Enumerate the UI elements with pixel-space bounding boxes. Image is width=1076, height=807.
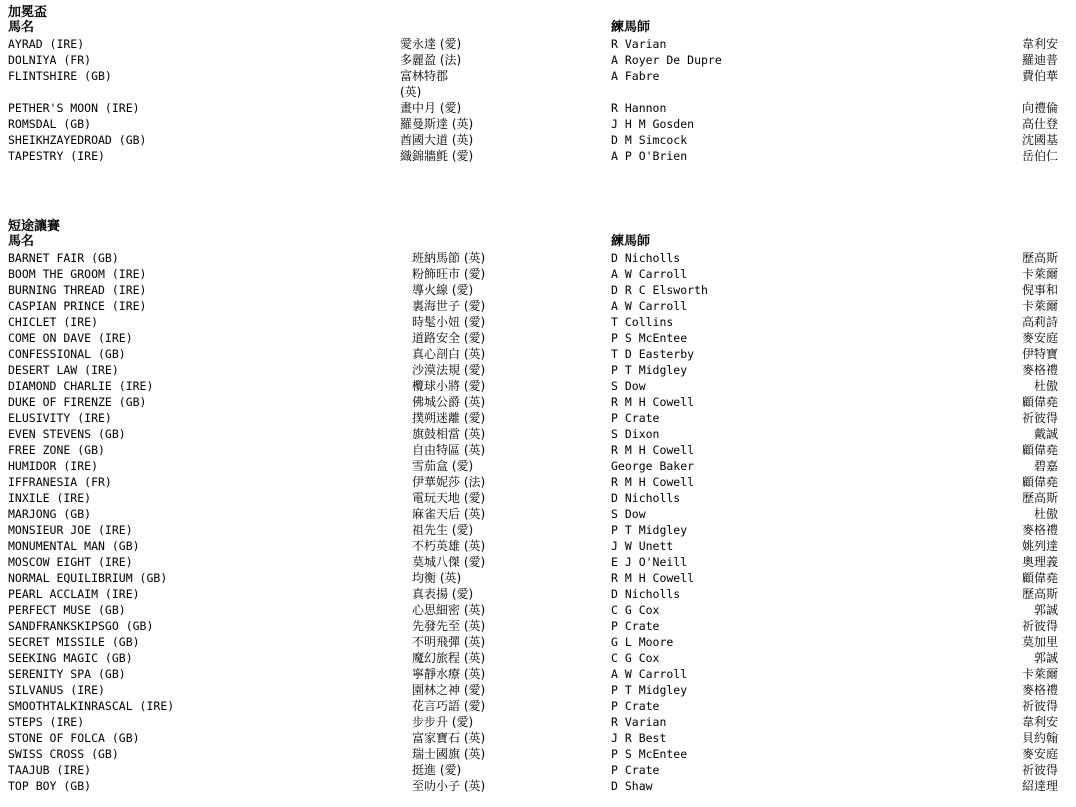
horse-name: ROMSDAL (GB)	[8, 117, 92, 131]
horse-name: SWISS CROSS (GB)	[8, 747, 119, 761]
horse-chinese-name-text: 不明飛彈 (英)	[412, 635, 486, 649]
section-sprint-handicap	[8, 220, 1068, 794]
horse-chinese-name-text: 佛城公爵 (英)	[412, 395, 486, 409]
horse-chinese-name	[400, 132, 473, 148]
horse-chinese-name-text: 班納馬節 (英)	[412, 251, 486, 265]
horse-chinese-name-text: 旗鼓相當 (英)	[412, 427, 486, 441]
horse-name: TAPESTRY (IRE)	[8, 149, 105, 163]
horse-chinese-name	[412, 570, 461, 586]
horse-name: SEEKING MAGIC (GB)	[8, 651, 133, 665]
horse-name: MARJONG (GB)	[8, 507, 92, 521]
horse-name: INXILE (IRE)	[8, 491, 92, 505]
horse-name: DESERT LAW (IRE)	[8, 363, 119, 377]
horse-chinese-name	[412, 778, 485, 794]
entry-row	[8, 68, 1068, 100]
horse-chinese-name-text: 挺進 (愛)	[412, 763, 462, 777]
trainer-name: R M H Cowell	[611, 443, 695, 457]
horse-chinese-name-text: 導火線 (愛)	[412, 283, 474, 297]
horse-chinese-name-text: 自由特區 (英)	[412, 443, 486, 457]
horse-chinese-name-text: 富林特郡	[400, 69, 449, 83]
horse-name: HUMIDOR (IRE)	[8, 459, 99, 473]
entry-row	[8, 506, 1068, 522]
trainer-name: D R C Elsworth	[611, 283, 708, 297]
entry-row	[8, 426, 1068, 442]
horse-name: ELUSIVITY (IRE)	[8, 411, 112, 425]
column-headers	[8, 234, 1068, 250]
trainer-chinese-name: 奧理義	[1021, 555, 1058, 569]
horse-name: COME ON DAVE (IRE)	[8, 331, 133, 345]
horse-chinese-name	[412, 618, 485, 634]
trainer-name: P T Midgley	[611, 523, 688, 537]
horse-name: CHICLET (IRE)	[8, 315, 99, 329]
entry-row	[8, 682, 1068, 698]
horse-chinese-name-text: 不朽英雄 (英)	[412, 539, 486, 553]
horse-chinese-name	[412, 586, 473, 602]
horse-chinese-name-text: 道路安全 (愛)	[412, 331, 486, 345]
entry-row	[8, 282, 1068, 298]
trainer-chinese-name: 祈彼得	[1021, 619, 1058, 633]
horse-chinese-name	[412, 682, 485, 698]
horse-chinese-name	[412, 650, 485, 666]
entry-row	[8, 378, 1068, 394]
horse-name: TAAJUB (IRE)	[8, 763, 92, 777]
trainer-name: P S McEntee	[611, 747, 688, 761]
horse-chinese-name	[412, 714, 473, 730]
trainer-chinese-name: 紹達理	[1021, 779, 1058, 793]
trainer-chinese-name: 顧偉堯	[1021, 475, 1058, 489]
entry-row	[8, 602, 1068, 618]
trainer-chinese-name: 羅迪普	[1021, 53, 1058, 67]
horse-name: AYRAD (IRE)	[8, 37, 85, 51]
horse-name: STEPS (IRE)	[8, 715, 85, 729]
horse-chinese-name-text: 先發先至 (英)	[412, 619, 486, 633]
horse-name: FREE ZONE (GB)	[8, 443, 105, 457]
horse-chinese-name	[412, 458, 473, 474]
trainer-name: D Nicholls	[611, 491, 681, 505]
trainer-chinese-name: 貝約翰	[1021, 731, 1058, 745]
entry-row	[8, 474, 1068, 490]
trainer-name: D Nicholls	[611, 251, 681, 265]
column-headers	[8, 20, 1068, 36]
horse-name: EVEN STEVENS (GB)	[8, 427, 126, 441]
horse-chinese-name	[412, 602, 485, 618]
trainer-name: J W Unett	[611, 539, 674, 553]
horse-chinese-name	[412, 362, 485, 378]
entries-list	[8, 36, 1068, 164]
trainer-chinese-name: 祈彼得	[1021, 763, 1058, 777]
entries-list	[8, 250, 1068, 794]
horse-chinese-name-text: 羅曼斯達 (英)	[400, 117, 474, 131]
entry-row	[8, 634, 1068, 650]
horse-name: DIAMOND CHARLIE (IRE)	[8, 379, 154, 393]
horse-chinese-name	[412, 522, 473, 538]
trainer-chinese-name: 莫加里	[1021, 635, 1058, 649]
horse-chinese-name	[412, 410, 485, 426]
horse-name: BARNET FAIR (GB)	[8, 251, 119, 265]
trainer-chinese-name: 韋利安	[1021, 715, 1058, 729]
horse-chinese-name-text: 時髦小妞 (愛)	[412, 315, 486, 329]
horse-chinese-name-text: 織錦牆氈 (愛)	[400, 149, 474, 163]
horse-chinese-name-text: 酋國大道 (英)	[400, 133, 474, 147]
trainer-chinese-name: 顧偉堯	[1021, 443, 1058, 457]
horse-chinese-name	[412, 490, 485, 506]
horse-name: IFFRANESIA (FR)	[8, 475, 112, 489]
entry-row	[8, 762, 1068, 778]
trainer-chinese-name: 顧偉堯	[1021, 395, 1058, 409]
entry-row	[8, 52, 1068, 68]
trainer-name: J R Best	[611, 731, 667, 745]
trainer-name: S Dixon	[611, 427, 660, 441]
horse-chinese-name-text: 電玩天地 (愛)	[412, 491, 486, 505]
entry-row	[8, 714, 1068, 730]
horse-name: SMOOTHTALKINRASCAL (IRE)	[8, 699, 175, 713]
horse-name: PERFECT MUSE (GB)	[8, 603, 126, 617]
horse-chinese-name-text: 心思細密 (英)	[412, 603, 486, 617]
trainer-name: George Baker	[611, 459, 695, 473]
entry-row	[8, 618, 1068, 634]
trainer-name: T D Easterby	[611, 347, 695, 361]
horse-chinese-name-text: 雪茄盒 (愛)	[412, 459, 474, 473]
horse-chinese-name	[412, 394, 485, 410]
trainer-chinese-name: 麥格禮	[1021, 363, 1058, 377]
section-title: 加冕盃	[8, 5, 48, 20]
horse-name: STONE OF FOLCA (GB)	[8, 731, 140, 745]
trainer-name: C G Cox	[611, 603, 660, 617]
trainer-chinese-name: 卡萊爾	[1021, 667, 1058, 681]
trainer-chinese-name: 祈彼得	[1021, 411, 1058, 425]
header-horse: 馬名	[8, 20, 35, 35]
horse-chinese-name	[412, 506, 485, 522]
horse-chinese-name-text: 祖先生 (愛)	[412, 523, 474, 537]
trainer-chinese-name: 沈國基	[1021, 133, 1058, 147]
horse-chinese-name	[412, 250, 485, 266]
horse-chinese-name	[412, 634, 485, 650]
horse-chinese-name	[412, 282, 473, 298]
trainer-name: D Nicholls	[611, 587, 681, 601]
horse-chinese-name	[400, 68, 448, 100]
trainer-name: R Varian	[611, 715, 667, 729]
horse-chinese-name	[412, 762, 461, 778]
horse-chinese-name-text: 瑞士國旗 (英)	[412, 747, 486, 761]
entry-row	[8, 778, 1068, 794]
horse-chinese-name-text: 富家寶石 (英)	[412, 731, 486, 745]
horse-chinese-name	[412, 698, 485, 714]
trainer-chinese-name: 卡萊爾	[1021, 267, 1058, 281]
entry-row	[8, 250, 1068, 266]
header-trainer: 練馬師	[611, 20, 651, 35]
horse-chinese-name	[412, 730, 485, 746]
trainer-chinese-name: 高仕登	[1021, 117, 1058, 131]
entry-row	[8, 554, 1068, 570]
trainer-name: P Crate	[611, 619, 660, 633]
horse-chinese-name-text: 至叻小子 (英)	[412, 779, 486, 793]
trainer-chinese-name: 郭誠	[1033, 651, 1058, 665]
trainer-name: A P O'Brien	[611, 149, 688, 163]
horse-chinese-name-text: 魔幻旅程 (英)	[412, 651, 486, 665]
trainer-name: P S McEntee	[611, 331, 688, 345]
trainer-name: P Crate	[611, 763, 660, 777]
horse-chinese-name-text: 撲朔迷離 (愛)	[412, 411, 486, 425]
horse-chinese-name	[412, 474, 485, 490]
trainer-name: P T Midgley	[611, 683, 688, 697]
entry-row	[8, 746, 1068, 762]
horse-chinese-name-text: 畫中月 (愛)	[400, 101, 462, 115]
entry-row	[8, 148, 1068, 164]
trainer-chinese-name: 麥格禮	[1021, 683, 1058, 697]
entry-row	[8, 394, 1068, 410]
horse-chinese-name-text: 伊華妮莎 (法)	[412, 475, 486, 489]
horse-name: SHEIKHZAYEDROAD (GB)	[8, 133, 147, 147]
horse-chinese-name-text: 均衡 (英)	[412, 571, 462, 585]
horse-chinese-name	[412, 314, 485, 330]
horse-chinese-name	[400, 116, 473, 132]
entry-row	[8, 458, 1068, 474]
horse-name: SECRET MISSILE (GB)	[8, 635, 140, 649]
horse-name: SANDFRANKSKIPSGO (GB)	[8, 619, 154, 633]
trainer-name: C G Cox	[611, 651, 660, 665]
trainer-chinese-name: 費伯華	[1021, 69, 1058, 83]
trainer-chinese-name: 麥格禮	[1021, 523, 1058, 537]
entry-row	[8, 330, 1068, 346]
horse-name: TOP BOY (GB)	[8, 779, 92, 793]
trainer-chinese-name: 歷高斯	[1021, 587, 1058, 601]
horse-chinese-name	[412, 554, 485, 570]
horse-chinese-name	[412, 538, 485, 554]
trainer-chinese-name: 碧嘉	[1033, 459, 1058, 473]
horse-chinese-name	[412, 330, 485, 346]
entry-row	[8, 266, 1068, 282]
horse-chinese-name	[412, 378, 485, 394]
horse-chinese-name-text: 裏海世子 (愛)	[412, 299, 486, 313]
trainer-name: S Dow	[611, 379, 646, 393]
trainer-name: E J O'Neill	[611, 555, 688, 569]
trainer-chinese-name: 郭誠	[1033, 603, 1058, 617]
trainer-name: A Fabre	[611, 69, 660, 83]
trainer-chinese-name: 麥安庭	[1021, 331, 1058, 345]
header-trainer: 練馬師	[611, 234, 651, 249]
section-title: 短途讓賽	[8, 219, 61, 234]
horse-chinese-name	[400, 100, 461, 116]
horse-name: MONSIEUR JOE (IRE)	[8, 523, 133, 537]
entry-row	[8, 100, 1068, 116]
entry-row	[8, 442, 1068, 458]
horse-chinese-name	[412, 298, 485, 314]
entry-row	[8, 36, 1068, 52]
horse-chinese-name-text: 欖球小將 (愛)	[412, 379, 486, 393]
entry-row	[8, 586, 1068, 602]
horse-name: NORMAL EQUILIBRIUM (GB)	[8, 571, 168, 585]
entry-row	[8, 132, 1068, 148]
trainer-name: S Dow	[611, 507, 646, 521]
horse-chinese-name-text: 真表揚 (愛)	[412, 587, 474, 601]
trainer-name: A W Carroll	[611, 667, 688, 681]
section-coronation-cup	[8, 6, 1068, 164]
trainer-chinese-name: 顧偉堯	[1021, 571, 1058, 585]
horse-name: SILVANUS (IRE)	[8, 683, 105, 697]
horse-chinese-name	[412, 666, 485, 682]
horse-chinese-name-text: 麻雀天后 (英)	[412, 507, 486, 521]
horse-name: MOSCOW EIGHT (IRE)	[8, 555, 133, 569]
entry-row	[8, 490, 1068, 506]
horse-chinese-name	[412, 266, 485, 282]
trainer-name: A W Carroll	[611, 299, 688, 313]
trainer-chinese-name: 歷高斯	[1021, 491, 1058, 505]
entry-row	[8, 346, 1068, 362]
entry-row	[8, 730, 1068, 746]
horse-chinese-name-text: 粉飾旺市 (愛)	[412, 267, 486, 281]
trainer-name: R Varian	[611, 37, 667, 51]
entry-row	[8, 666, 1068, 682]
horse-name: FLINTSHIRE (GB)	[8, 69, 112, 83]
horse-chinese-name	[400, 36, 461, 52]
header-horse: 馬名	[8, 234, 35, 249]
horse-chinese-name-text: 寧靜水療 (英)	[412, 667, 486, 681]
entry-row	[8, 650, 1068, 666]
trainer-name: G L Moore	[611, 635, 674, 649]
entry-row	[8, 538, 1068, 554]
trainer-chinese-name: 祈彼得	[1021, 699, 1058, 713]
trainer-name: R M H Cowell	[611, 475, 695, 489]
horse-chinese-name-text: 園林之神 (愛)	[412, 683, 486, 697]
entry-row	[8, 298, 1068, 314]
horse-chinese-name-text: 沙漠法規 (愛)	[412, 363, 486, 377]
trainer-name: J H M Gosden	[611, 117, 695, 131]
horse-name: BURNING THREAD (IRE)	[8, 283, 147, 297]
trainer-name: A W Carroll	[611, 267, 688, 281]
horse-chinese-name-text: 愛永達 (愛)	[400, 37, 462, 51]
trainer-chinese-name: 倪事和	[1021, 283, 1058, 297]
trainer-name: P Crate	[611, 411, 660, 425]
horse-chinese-name	[400, 52, 461, 68]
entry-row	[8, 362, 1068, 378]
trainer-chinese-name: 戴誠	[1033, 427, 1058, 441]
horse-name: PETHER'S MOON (IRE)	[8, 101, 140, 115]
trainer-chinese-name: 高莉詩	[1021, 315, 1058, 329]
horse-name: DUKE OF FIRENZE (GB)	[8, 395, 147, 409]
horse-chinese-name-text: 多麗盈 (法)	[400, 53, 462, 67]
entry-row	[8, 570, 1068, 586]
horse-name: SERENITY SPA (GB)	[8, 667, 126, 681]
horse-name: CONFESSIONAL (GB)	[8, 347, 126, 361]
trainer-chinese-name: 歷高斯	[1021, 251, 1058, 265]
trainer-chinese-name: 向禮倫	[1021, 101, 1058, 115]
trainer-chinese-name: 岳伯仁	[1021, 149, 1058, 163]
horse-chinese-name-text: 花言巧語 (愛)	[412, 699, 486, 713]
horse-chinese-name-text: 真心剖白 (英)	[412, 347, 486, 361]
horse-name: PEARL ACCLAIM (IRE)	[8, 587, 140, 601]
trainer-name: R Hannon	[611, 101, 667, 115]
horse-name: CASPIAN PRINCE (IRE)	[8, 299, 147, 313]
horse-chinese-name	[412, 442, 485, 458]
trainer-name: A Royer De Dupre	[611, 53, 722, 67]
trainer-name: P Crate	[611, 699, 660, 713]
trainer-chinese-name: 麥安庭	[1021, 747, 1058, 761]
entry-row	[8, 698, 1068, 714]
horse-chinese-name-text: 步步升 (愛)	[412, 715, 474, 729]
horse-origin-wrap: (英)	[400, 85, 422, 99]
entry-row	[8, 314, 1068, 330]
trainer-chinese-name: 杜傲	[1033, 379, 1058, 393]
trainer-chinese-name: 姚列達	[1021, 539, 1058, 553]
trainer-chinese-name: 伊特寶	[1021, 347, 1058, 361]
horse-chinese-name	[400, 148, 473, 164]
horse-chinese-name	[412, 346, 485, 362]
trainer-name: R M H Cowell	[611, 395, 695, 409]
entry-row	[8, 116, 1068, 132]
trainer-name: R M H Cowell	[611, 571, 695, 585]
horse-name: MONUMENTAL MAN (GB)	[8, 539, 140, 553]
horse-name: BOOM THE GROOM (IRE)	[8, 267, 147, 281]
trainer-name: D Shaw	[611, 779, 653, 793]
entry-row	[8, 410, 1068, 426]
trainer-name: P T Midgley	[611, 363, 688, 377]
trainer-name: D M Simcock	[611, 133, 688, 147]
trainer-chinese-name: 韋利安	[1021, 37, 1058, 51]
trainer-chinese-name: 杜傲	[1033, 507, 1058, 521]
entry-row	[8, 522, 1068, 538]
horse-chinese-name	[412, 746, 485, 762]
trainer-name: T Collins	[611, 315, 674, 329]
horse-name: DOLNIYA (FR)	[8, 53, 92, 67]
horse-chinese-name-text: 莫城八傑 (愛)	[412, 555, 486, 569]
trainer-chinese-name: 卡萊爾	[1021, 299, 1058, 313]
horse-chinese-name	[412, 426, 485, 442]
